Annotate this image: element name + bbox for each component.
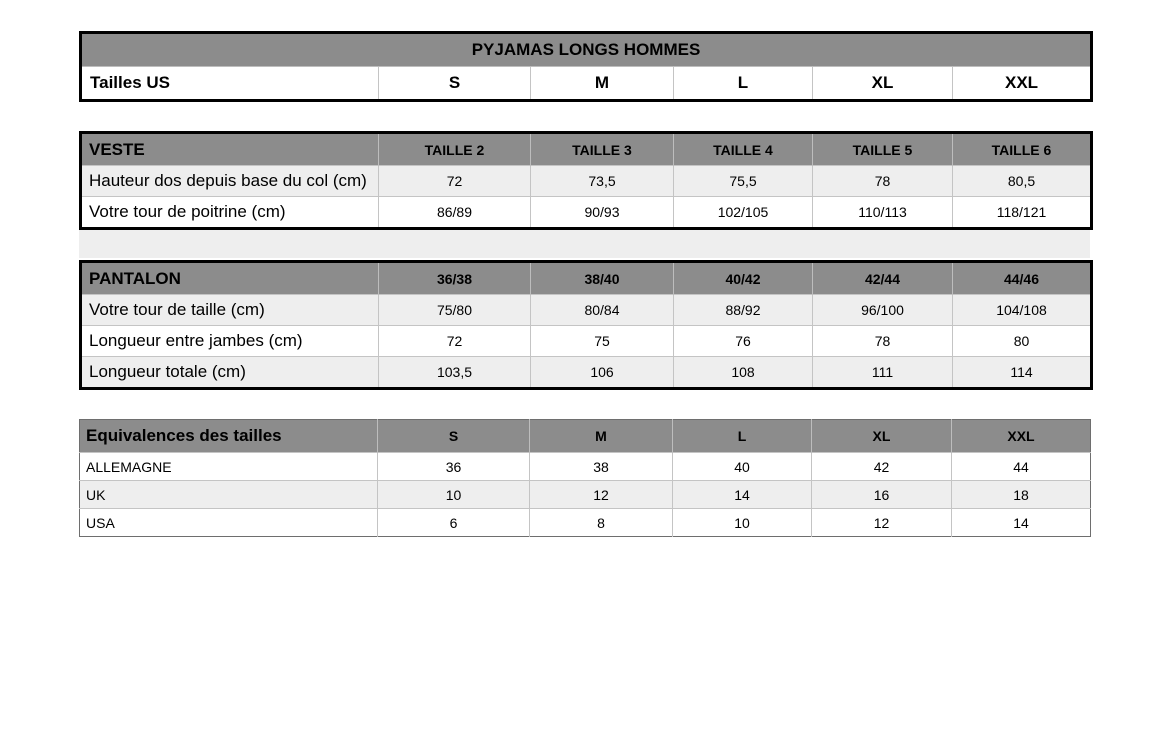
veste-header-cell: TAILLE 6 [953, 133, 1092, 166]
table-cell: 75 [531, 326, 674, 357]
table-cell: 44 [952, 453, 1091, 481]
table-row [81, 166, 1092, 197]
table-cell: 118/121 [953, 197, 1092, 229]
table-cell: 12 [812, 509, 952, 537]
us-sizes-label: Tailles US [90, 73, 170, 92]
veste-header-cell: TAILLE 5 [813, 133, 953, 166]
table-cell: 104/108 [953, 295, 1092, 326]
us-size-cell: XL [813, 67, 953, 101]
equivalences-header-cell: M [530, 420, 673, 453]
veste-header-cell: TAILLE 3 [531, 133, 674, 166]
equivalences-label: Equivalences des tailles [80, 420, 378, 453]
us-size-cell: L [674, 67, 813, 101]
table-row [80, 481, 1091, 509]
pantalon-header-cell: 36/38 [379, 262, 531, 295]
table-cell: 80,5 [953, 166, 1092, 197]
row-label: Longueur totale (cm) [81, 357, 379, 389]
us-size-cell: S [379, 67, 531, 101]
table-cell: 90/93 [531, 197, 674, 229]
page-title: PYJAMAS LONGS HOMMES [81, 33, 1092, 67]
table-cell: 72 [379, 326, 531, 357]
row-label: Votre tour de poitrine (cm) [81, 197, 379, 229]
pantalon-header-cell: 44/46 [953, 262, 1092, 295]
row-label: Hauteur dos depuis base du col (cm) [81, 166, 379, 197]
table-cell: 108 [674, 357, 813, 389]
table-cell: 72 [379, 166, 531, 197]
table-cell: 76 [674, 326, 813, 357]
row-label: Votre tour de taille (cm) [81, 295, 379, 326]
table-cell: 10 [378, 481, 530, 509]
us-size-cell: M [531, 67, 674, 101]
pantalon-label: PANTALON [81, 262, 379, 295]
pantalon-header-cell: 38/40 [531, 262, 674, 295]
pantalon-header-cell: 40/42 [674, 262, 813, 295]
table-cell: 80 [953, 326, 1092, 357]
table-cell: 73,5 [531, 166, 674, 197]
table-cell: 110/113 [813, 197, 953, 229]
table-cell: 6 [378, 509, 530, 537]
equivalences-header-cell: S [378, 420, 530, 453]
row-label: UK [80, 481, 378, 509]
table-cell: 8 [530, 509, 673, 537]
table-cell: 88/92 [674, 295, 813, 326]
pantalon-header-cell: 42/44 [813, 262, 953, 295]
pantalon-table [79, 260, 1093, 390]
table-cell: 75/80 [379, 295, 531, 326]
table-cell: 80/84 [531, 295, 674, 326]
row-label: ALLEMAGNE [80, 453, 378, 481]
table-cell: 14 [673, 481, 812, 509]
table-cell: 36 [378, 453, 530, 481]
table-cell: 18 [952, 481, 1091, 509]
table-row [81, 326, 1092, 357]
table-cell: 111 [813, 357, 953, 389]
title-table [79, 31, 1093, 102]
table-cell: 40 [673, 453, 812, 481]
table-cell: 38 [530, 453, 673, 481]
table-cell: 106 [531, 357, 674, 389]
table-row [81, 295, 1092, 326]
veste-header-row [81, 133, 1092, 166]
equivalences-header-cell: XL [812, 420, 952, 453]
equivalences-header-cell: XXL [952, 420, 1091, 453]
veste-label: VESTE [81, 133, 379, 166]
table-cell: 42 [812, 453, 952, 481]
equivalences-header-cell: L [673, 420, 812, 453]
row-label: Longueur entre jambes (cm) [81, 326, 379, 357]
table-cell: 12 [530, 481, 673, 509]
veste-header-cell: TAILLE 4 [674, 133, 813, 166]
equivalences-table [79, 419, 1091, 537]
table-row [81, 357, 1092, 389]
us-sizes-row [81, 67, 1092, 101]
table-cell: 78 [813, 326, 953, 357]
pantalon-header-row [81, 262, 1092, 295]
veste-table [79, 131, 1093, 230]
table-cell: 96/100 [813, 295, 953, 326]
veste-header-cell: TAILLE 2 [379, 133, 531, 166]
table-cell: 75,5 [674, 166, 813, 197]
table-cell: 86/89 [379, 197, 531, 229]
table-cell: 102/105 [674, 197, 813, 229]
table-row [81, 197, 1092, 229]
table-row [80, 453, 1091, 481]
equivalences-header-row [80, 420, 1091, 453]
table-cell: 10 [673, 509, 812, 537]
table-cell: 16 [812, 481, 952, 509]
table-cell: 114 [953, 357, 1092, 389]
row-label: USA [80, 509, 378, 537]
table-cell: 103,5 [379, 357, 531, 389]
separator-band [79, 230, 1090, 258]
us-size-cell: XXL [953, 67, 1092, 101]
table-cell: 14 [952, 509, 1091, 537]
table-cell: 78 [813, 166, 953, 197]
table-row [80, 509, 1091, 537]
